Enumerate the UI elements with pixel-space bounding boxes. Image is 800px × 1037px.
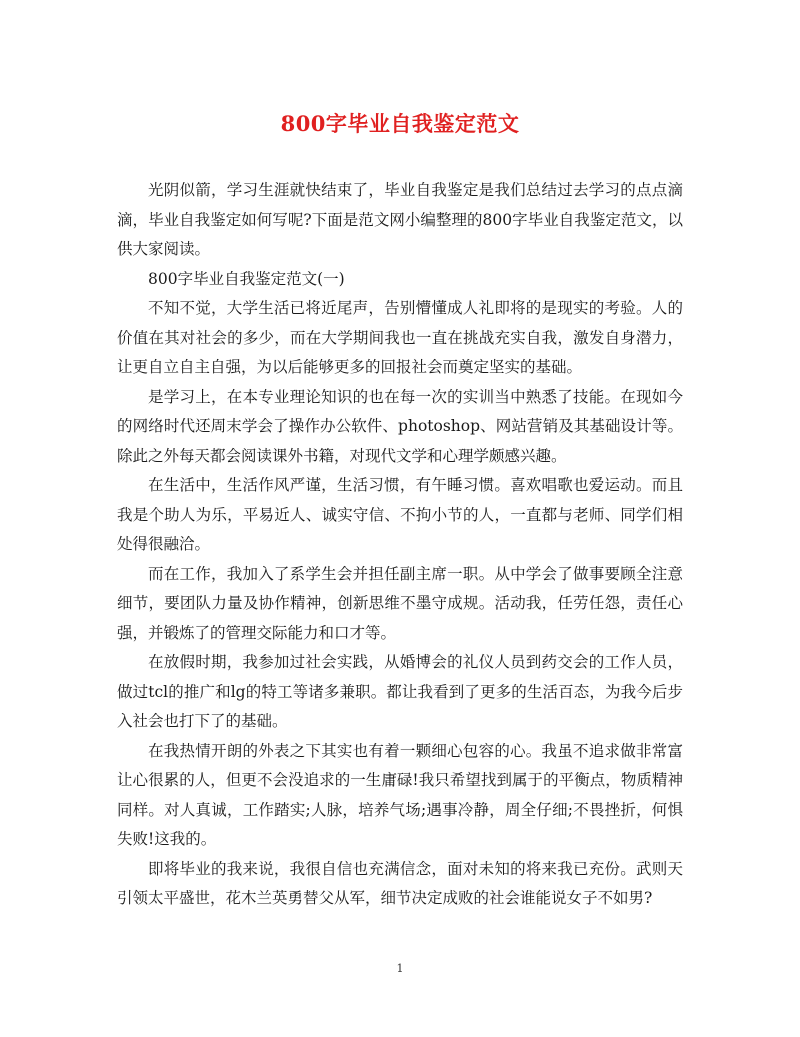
page-title: 800字毕业自我鉴定范文 [280, 111, 520, 136]
section-heading: 800字毕业自我鉴定范文(一) [148, 269, 345, 288]
paragraph: 不知不觉，大学生活已将近尾声，告别懵懂成人礼即将的是现实的考验。人的价值在其对社会的多少，而在大学期间我也一直在挑战充实自我，激发自身潜力，让更自立自主自强，为以后能够更多的回报社会而奠定坚实的基础。 [117, 299, 683, 376]
paragraph-intro: 光阴似箭，学习生涯就快结束了，毕业自我鉴定是我们总结过去学习的点点滴滴，毕业自我鉴定如何写呢?下面是范文网小编整理的800字毕业自我鉴定范文，以供大家阅读。 [117, 181, 683, 258]
paragraph: 即将毕业的我来说，我很自信也充满信念，面对未知的将来我已充份。武则天引领太平盛世，花木兰英勇替父从军，细节决定成败的社会谁能说女子不如男? [117, 859, 683, 907]
paragraph: 在我热情开朗的外表之下其实也有着一颗细心包容的心。我虽不追求做非常富让心很累的人，但更不会没追求的一生庸碌!我只希望找到属于的平衡点，物质精神同样。对人真诚，工作踏实;人脉，培养气场;遇事冷静，周全仔细;不畏挫折，何惧失败!这我的。 [117, 741, 683, 848]
paragraph: 在放假时期，我参加过社会实践，从婚博会的礼仪人员到药交会的工作人员，做过tcl的推广和lg的特工等诸多兼职。都让我看到了更多的生活百态，为我今后步入社会也打下了的基础。 [117, 653, 683, 730]
paragraph: 而在工作，我加入了系学生会并担任副主席一职。从中学会了做事要顾全注意细节，要团队力量及协作精神，创新思维不墨守成规。活动我，任劳任怨，责任心强，并锻炼了的管理交际能力和口才等。 [117, 564, 683, 642]
paragraph: 是学习上，在本专业理论知识的也在每一次的实训当中熟悉了技能。在现如今的网络时代还周末学会了操作办公软件、photoshop、网站营销及其基础设计等。除此之外每天都会阅读课外书籍，对现代文学和心理学颇感兴趣。 [117, 387, 683, 465]
document-body [117, 176, 683, 914]
paragraph: 在生活中，生活作风严谨，生活习惯，有午睡习惯。喜欢唱歌也爱运动。而且我是个助人为乐，平易近人、诚实守信、不拘小节的人，一直都与老师、同学们相处得很融洽。 [117, 476, 683, 553]
page-number: 1 [396, 962, 404, 975]
